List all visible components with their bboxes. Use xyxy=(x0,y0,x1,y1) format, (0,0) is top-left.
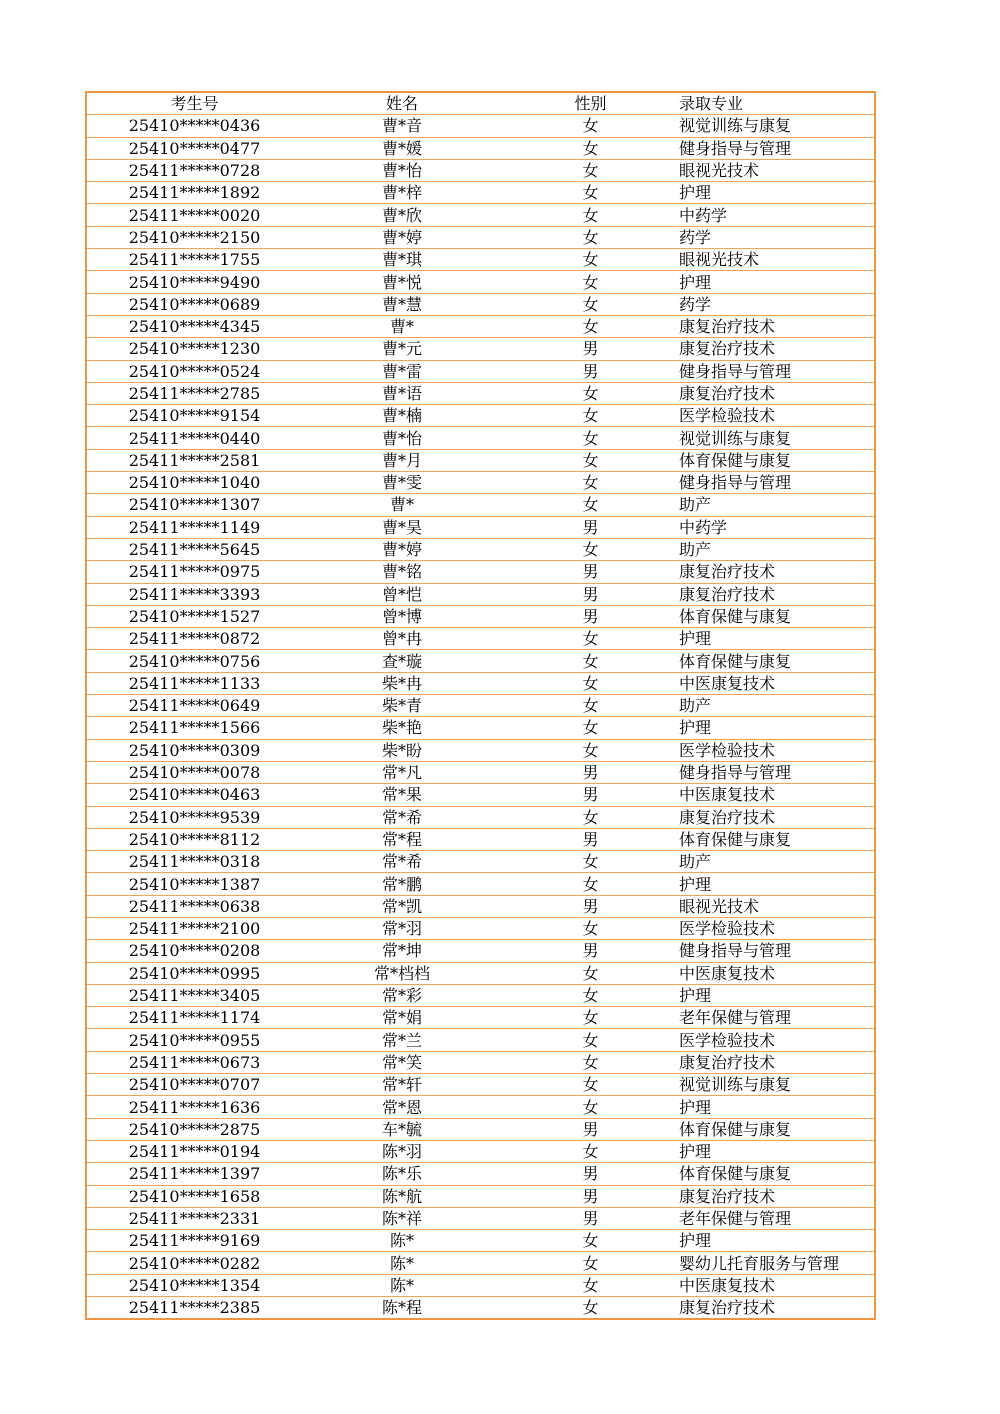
cell-major: 护理 xyxy=(679,182,875,204)
cell-gender: 女 xyxy=(502,1051,679,1073)
table-row xyxy=(86,605,875,627)
cell-exam-id: 25410*****0995 xyxy=(86,962,302,984)
table-header-row xyxy=(86,92,875,115)
cell-major: 助产 xyxy=(679,494,875,516)
cell-name: 曹*慧 xyxy=(302,293,502,315)
cell-major: 护理 xyxy=(679,1230,875,1252)
cell-name: 常*档档 xyxy=(302,962,502,984)
table-row xyxy=(86,204,875,226)
cell-gender: 女 xyxy=(502,494,679,516)
cell-major: 视觉训练与康复 xyxy=(679,1074,875,1096)
cell-gender: 女 xyxy=(502,1252,679,1274)
cell-gender: 女 xyxy=(502,873,679,895)
cell-exam-id: 25411*****3405 xyxy=(86,984,302,1006)
table-row xyxy=(86,761,875,783)
cell-gender: 女 xyxy=(502,405,679,427)
table-row xyxy=(86,962,875,984)
table-row xyxy=(86,293,875,315)
cell-gender: 男 xyxy=(502,1163,679,1185)
cell-major: 护理 xyxy=(679,873,875,895)
cell-exam-id: 25410*****0463 xyxy=(86,784,302,806)
cell-name: 常*笑 xyxy=(302,1051,502,1073)
cell-major: 医学检验技术 xyxy=(679,1029,875,1051)
cell-gender: 女 xyxy=(502,1297,679,1320)
cell-exam-id: 25410*****0524 xyxy=(86,360,302,382)
table-row xyxy=(86,628,875,650)
table-row xyxy=(86,182,875,204)
cell-major: 体育保健与康复 xyxy=(679,828,875,850)
cell-gender: 女 xyxy=(502,984,679,1006)
cell-exam-id: 25411*****0673 xyxy=(86,1051,302,1073)
cell-gender: 男 xyxy=(502,1185,679,1207)
table-row xyxy=(86,1118,875,1140)
cell-gender: 女 xyxy=(502,851,679,873)
cell-gender: 女 xyxy=(502,382,679,404)
cell-exam-id: 25410*****1307 xyxy=(86,494,302,516)
table-row xyxy=(86,405,875,427)
cell-exam-id: 25411*****2785 xyxy=(86,382,302,404)
cell-name: 曹*雯 xyxy=(302,472,502,494)
table-row xyxy=(86,717,875,739)
cell-major: 眼视光技术 xyxy=(679,159,875,181)
cell-name: 曾*恺 xyxy=(302,583,502,605)
cell-exam-id: 25410*****9490 xyxy=(86,271,302,293)
cell-gender: 女 xyxy=(502,672,679,694)
cell-name: 常*程 xyxy=(302,828,502,850)
cell-exam-id: 25410*****2875 xyxy=(86,1118,302,1140)
table-row xyxy=(86,1297,875,1320)
cell-exam-id: 25411*****2331 xyxy=(86,1207,302,1229)
cell-gender: 男 xyxy=(502,828,679,850)
cell-exam-id: 25411*****1892 xyxy=(86,182,302,204)
cell-gender: 男 xyxy=(502,1118,679,1140)
cell-exam-id: 25411*****1636 xyxy=(86,1096,302,1118)
cell-exam-id: 25410*****9154 xyxy=(86,405,302,427)
cell-name: 曹* xyxy=(302,315,502,337)
cell-major: 医学检验技术 xyxy=(679,405,875,427)
cell-gender: 女 xyxy=(502,1230,679,1252)
table-row xyxy=(86,851,875,873)
cell-major: 康复治疗技术 xyxy=(679,1297,875,1320)
cell-name: 陈*乐 xyxy=(302,1163,502,1185)
table-row xyxy=(86,806,875,828)
table-row xyxy=(86,873,875,895)
cell-gender: 男 xyxy=(502,583,679,605)
cell-major: 老年保健与管理 xyxy=(679,1207,875,1229)
cell-name: 陈* xyxy=(302,1230,502,1252)
cell-name: 常*凡 xyxy=(302,761,502,783)
cell-major: 中医康复技术 xyxy=(679,784,875,806)
cell-major: 康复治疗技术 xyxy=(679,583,875,605)
cell-major: 中医康复技术 xyxy=(679,672,875,694)
cell-major: 护理 xyxy=(679,717,875,739)
cell-gender: 女 xyxy=(502,449,679,471)
cell-exam-id: 25411*****1133 xyxy=(86,672,302,694)
cell-major: 视觉训练与康复 xyxy=(679,115,875,137)
cell-gender: 女 xyxy=(502,204,679,226)
cell-major: 护理 xyxy=(679,1140,875,1162)
cell-exam-id: 25410*****0955 xyxy=(86,1029,302,1051)
cell-gender: 女 xyxy=(502,739,679,761)
cell-name: 曹*语 xyxy=(302,382,502,404)
cell-major: 老年保健与管理 xyxy=(679,1007,875,1029)
cell-name: 曹*悦 xyxy=(302,271,502,293)
table-row xyxy=(86,1074,875,1096)
cell-exam-id: 25410*****1527 xyxy=(86,605,302,627)
cell-major: 体育保健与康复 xyxy=(679,650,875,672)
table-row xyxy=(86,984,875,1006)
cell-major: 助产 xyxy=(679,538,875,560)
table-row xyxy=(86,1096,875,1118)
table-row xyxy=(86,271,875,293)
table-row xyxy=(86,828,875,850)
cell-exam-id: 25410*****1230 xyxy=(86,338,302,360)
cell-gender: 女 xyxy=(502,226,679,248)
cell-gender: 女 xyxy=(502,695,679,717)
cell-major: 康复治疗技术 xyxy=(679,806,875,828)
table-row xyxy=(86,516,875,538)
table-row xyxy=(86,449,875,471)
table-row xyxy=(86,1185,875,1207)
table-row xyxy=(86,672,875,694)
cell-gender: 女 xyxy=(502,472,679,494)
cell-major: 眼视光技术 xyxy=(679,249,875,271)
cell-major: 中医康复技术 xyxy=(679,1274,875,1296)
cell-gender: 男 xyxy=(502,784,679,806)
cell-name: 陈* xyxy=(302,1252,502,1274)
cell-exam-id: 25411*****1174 xyxy=(86,1007,302,1029)
cell-exam-id: 25410*****4345 xyxy=(86,315,302,337)
cell-gender: 男 xyxy=(502,895,679,917)
cell-exam-id: 25411*****0728 xyxy=(86,159,302,181)
cell-major: 体育保健与康复 xyxy=(679,449,875,471)
table-row xyxy=(86,472,875,494)
cell-name: 曹*楠 xyxy=(302,405,502,427)
cell-exam-id: 25410*****1387 xyxy=(86,873,302,895)
cell-major: 中医康复技术 xyxy=(679,962,875,984)
cell-gender: 女 xyxy=(502,650,679,672)
column-header-name: 姓名 xyxy=(302,92,502,115)
cell-name: 曹* xyxy=(302,494,502,516)
cell-gender: 女 xyxy=(502,182,679,204)
cell-name: 曹*铭 xyxy=(302,561,502,583)
table-row xyxy=(86,917,875,939)
cell-exam-id: 25410*****8112 xyxy=(86,828,302,850)
cell-major: 康复治疗技术 xyxy=(679,382,875,404)
cell-major: 健身指导与管理 xyxy=(679,761,875,783)
cell-gender: 女 xyxy=(502,538,679,560)
cell-major: 健身指导与管理 xyxy=(679,360,875,382)
cell-major: 护理 xyxy=(679,984,875,1006)
cell-exam-id: 25410*****1040 xyxy=(86,472,302,494)
table-row xyxy=(86,382,875,404)
cell-name: 常*轩 xyxy=(302,1074,502,1096)
table-row xyxy=(86,583,875,605)
table-row xyxy=(86,1051,875,1073)
cell-gender: 女 xyxy=(502,249,679,271)
cell-major: 助产 xyxy=(679,851,875,873)
cell-exam-id: 25410*****0756 xyxy=(86,650,302,672)
cell-name: 常*果 xyxy=(302,784,502,806)
cell-name: 曹*元 xyxy=(302,338,502,360)
cell-exam-id: 25411*****2385 xyxy=(86,1297,302,1320)
cell-name: 陈*程 xyxy=(302,1297,502,1320)
cell-major: 健身指导与管理 xyxy=(679,940,875,962)
cell-major: 康复治疗技术 xyxy=(679,1185,875,1207)
cell-exam-id: 25411*****0975 xyxy=(86,561,302,583)
table-row xyxy=(86,695,875,717)
cell-gender: 女 xyxy=(502,159,679,181)
column-header-exam-id: 考生号 xyxy=(86,92,302,115)
table-row xyxy=(86,739,875,761)
cell-gender: 女 xyxy=(502,1074,679,1096)
cell-major: 助产 xyxy=(679,695,875,717)
cell-exam-id: 25411*****1755 xyxy=(86,249,302,271)
cell-name: 常*希 xyxy=(302,851,502,873)
cell-gender: 女 xyxy=(502,1007,679,1029)
cell-major: 康复治疗技术 xyxy=(679,561,875,583)
cell-name: 柴*盼 xyxy=(302,739,502,761)
cell-exam-id: 25410*****0477 xyxy=(86,137,302,159)
cell-exam-id: 25410*****0436 xyxy=(86,115,302,137)
cell-gender: 女 xyxy=(502,1029,679,1051)
table-row xyxy=(86,360,875,382)
cell-major: 中药学 xyxy=(679,204,875,226)
cell-name: 曹*梓 xyxy=(302,182,502,204)
cell-gender: 女 xyxy=(502,1140,679,1162)
table-row xyxy=(86,1230,875,1252)
table-row xyxy=(86,895,875,917)
cell-exam-id: 25411*****3393 xyxy=(86,583,302,605)
cell-major: 体育保健与康复 xyxy=(679,605,875,627)
cell-major: 医学检验技术 xyxy=(679,917,875,939)
cell-exam-id: 25410*****1658 xyxy=(86,1185,302,1207)
cell-gender: 男 xyxy=(502,516,679,538)
cell-gender: 男 xyxy=(502,338,679,360)
cell-exam-id: 25411*****0318 xyxy=(86,851,302,873)
cell-major: 视觉训练与康复 xyxy=(679,427,875,449)
cell-name: 常*希 xyxy=(302,806,502,828)
cell-gender: 女 xyxy=(502,717,679,739)
cell-gender: 男 xyxy=(502,360,679,382)
cell-exam-id: 25411*****0638 xyxy=(86,895,302,917)
cell-gender: 男 xyxy=(502,605,679,627)
cell-major: 药学 xyxy=(679,293,875,315)
table-row xyxy=(86,784,875,806)
cell-name: 常*娟 xyxy=(302,1007,502,1029)
cell-name: 曹*婷 xyxy=(302,226,502,248)
cell-exam-id: 25411*****1149 xyxy=(86,516,302,538)
cell-exam-id: 25410*****0309 xyxy=(86,739,302,761)
cell-exam-id: 25411*****0020 xyxy=(86,204,302,226)
cell-name: 柴*艳 xyxy=(302,717,502,739)
cell-exam-id: 25411*****0194 xyxy=(86,1140,302,1162)
table-row xyxy=(86,650,875,672)
table-row xyxy=(86,940,875,962)
cell-name: 常*彩 xyxy=(302,984,502,1006)
cell-exam-id: 25410*****2150 xyxy=(86,226,302,248)
table-row xyxy=(86,1163,875,1185)
cell-exam-id: 25410*****1354 xyxy=(86,1274,302,1296)
cell-gender: 男 xyxy=(502,940,679,962)
cell-name: 曹*婷 xyxy=(302,538,502,560)
cell-gender: 女 xyxy=(502,293,679,315)
table-row xyxy=(86,494,875,516)
table-body xyxy=(86,115,875,1320)
table-row xyxy=(86,226,875,248)
cell-exam-id: 25410*****0707 xyxy=(86,1074,302,1096)
cell-name: 曹*音 xyxy=(302,115,502,137)
cell-name: 查*璇 xyxy=(302,650,502,672)
cell-exam-id: 25411*****0440 xyxy=(86,427,302,449)
cell-name: 车*毓 xyxy=(302,1118,502,1140)
cell-name: 陈*祥 xyxy=(302,1207,502,1229)
cell-gender: 女 xyxy=(502,271,679,293)
cell-major: 眼视光技术 xyxy=(679,895,875,917)
cell-name: 曹*琪 xyxy=(302,249,502,271)
table-row xyxy=(86,115,875,137)
cell-exam-id: 25410*****0689 xyxy=(86,293,302,315)
cell-gender: 女 xyxy=(502,427,679,449)
cell-gender: 女 xyxy=(502,628,679,650)
cell-exam-id: 25411*****0872 xyxy=(86,628,302,650)
cell-major: 中药学 xyxy=(679,516,875,538)
cell-exam-id: 25410*****0078 xyxy=(86,761,302,783)
cell-name: 曹*怡 xyxy=(302,159,502,181)
table-row xyxy=(86,1007,875,1029)
cell-exam-id: 25411*****1566 xyxy=(86,717,302,739)
cell-major: 健身指导与管理 xyxy=(679,137,875,159)
cell-gender: 女 xyxy=(502,315,679,337)
cell-name: 常*恩 xyxy=(302,1096,502,1118)
cell-gender: 女 xyxy=(502,917,679,939)
cell-major: 护理 xyxy=(679,1096,875,1118)
cell-name: 柴*冉 xyxy=(302,672,502,694)
table-row xyxy=(86,137,875,159)
cell-gender: 女 xyxy=(502,962,679,984)
column-header-major: 录取专业 xyxy=(679,92,875,115)
cell-major: 体育保健与康复 xyxy=(679,1163,875,1185)
admission-table xyxy=(85,91,876,1320)
cell-name: 曾*冉 xyxy=(302,628,502,650)
cell-major: 护理 xyxy=(679,628,875,650)
table-row xyxy=(86,1252,875,1274)
cell-major: 护理 xyxy=(679,271,875,293)
cell-name: 常*羽 xyxy=(302,917,502,939)
cell-name: 曹*欣 xyxy=(302,204,502,226)
cell-major: 婴幼儿托育服务与管理 xyxy=(679,1252,875,1274)
cell-name: 陈* xyxy=(302,1274,502,1296)
table-row xyxy=(86,427,875,449)
cell-major: 体育保健与康复 xyxy=(679,1118,875,1140)
cell-name: 常*坤 xyxy=(302,940,502,962)
cell-major: 康复治疗技术 xyxy=(679,315,875,337)
cell-name: 曹*怡 xyxy=(302,427,502,449)
cell-gender: 女 xyxy=(502,1096,679,1118)
cell-major: 药学 xyxy=(679,226,875,248)
cell-major: 康复治疗技术 xyxy=(679,338,875,360)
cell-name: 曾*博 xyxy=(302,605,502,627)
table-row xyxy=(86,159,875,181)
cell-exam-id: 25411*****1397 xyxy=(86,1163,302,1185)
table-row xyxy=(86,1274,875,1296)
cell-major: 康复治疗技术 xyxy=(679,1051,875,1073)
cell-gender: 女 xyxy=(502,806,679,828)
cell-exam-id: 25410*****0208 xyxy=(86,940,302,962)
cell-gender: 女 xyxy=(502,137,679,159)
column-header-gender: 性别 xyxy=(502,92,679,115)
cell-gender: 女 xyxy=(502,115,679,137)
cell-name: 曹*媛 xyxy=(302,137,502,159)
cell-exam-id: 25411*****2100 xyxy=(86,917,302,939)
table-row xyxy=(86,338,875,360)
cell-name: 常*鹏 xyxy=(302,873,502,895)
cell-name: 曹*雷 xyxy=(302,360,502,382)
cell-exam-id: 25411*****0649 xyxy=(86,695,302,717)
cell-gender: 男 xyxy=(502,1207,679,1229)
cell-exam-id: 25411*****5645 xyxy=(86,538,302,560)
cell-gender: 男 xyxy=(502,561,679,583)
table-row xyxy=(86,1029,875,1051)
cell-exam-id: 25410*****0282 xyxy=(86,1252,302,1274)
cell-exam-id: 25411*****9169 xyxy=(86,1230,302,1252)
cell-name: 陈*航 xyxy=(302,1185,502,1207)
cell-major: 健身指导与管理 xyxy=(679,472,875,494)
cell-gender: 男 xyxy=(502,761,679,783)
table-row xyxy=(86,249,875,271)
cell-name: 柴*青 xyxy=(302,695,502,717)
cell-name: 陈*羽 xyxy=(302,1140,502,1162)
cell-name: 曹*昊 xyxy=(302,516,502,538)
table-row xyxy=(86,1140,875,1162)
cell-gender: 女 xyxy=(502,1274,679,1296)
table-row xyxy=(86,1207,875,1229)
cell-name: 常*凯 xyxy=(302,895,502,917)
cell-major: 医学检验技术 xyxy=(679,739,875,761)
table-row xyxy=(86,315,875,337)
table-row xyxy=(86,538,875,560)
cell-exam-id: 25410*****9539 xyxy=(86,806,302,828)
cell-name: 曹*月 xyxy=(302,449,502,471)
cell-name: 常*兰 xyxy=(302,1029,502,1051)
cell-exam-id: 25411*****2581 xyxy=(86,449,302,471)
table-row xyxy=(86,561,875,583)
